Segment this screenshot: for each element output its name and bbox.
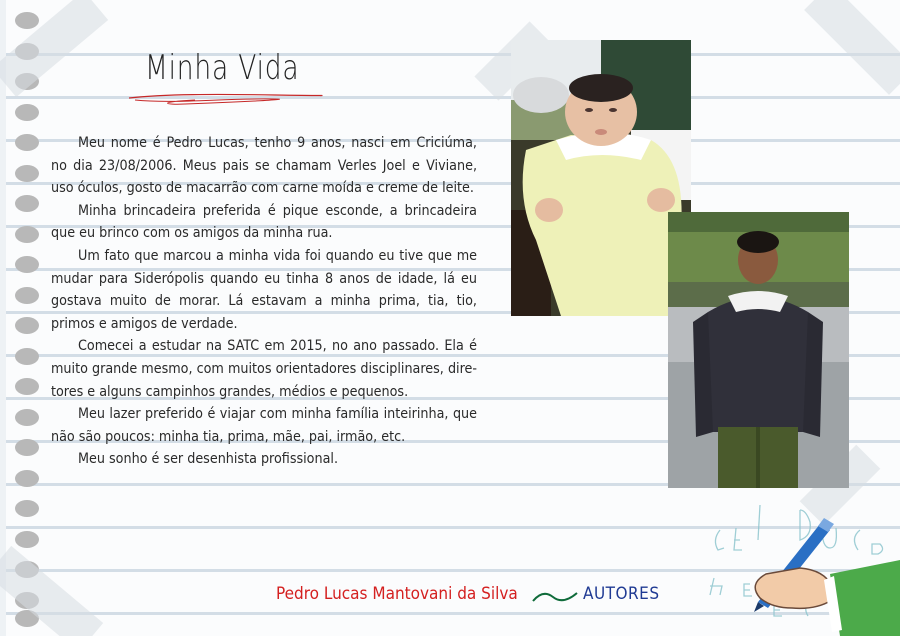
- story-paragraph: Comecei a estudar na SATC em 2015, no ano passado. Ela é muito grande mesmo, com muitos orientadores disciplinares, dire-tores e alguns campinhos grandes, médios e pequenos.: [51, 338, 477, 400]
- wave-icon: [531, 587, 579, 607]
- binder-hole: [15, 439, 39, 456]
- binder-hole: [15, 104, 39, 121]
- story-paragraph: Meu sonho é ser desenhista profissional.: [78, 451, 339, 468]
- binder-hole: [15, 256, 39, 273]
- story-paragraph: Um fato que marcou a minha vida foi quando eu tive que me mudar para Siderópolis quando eu tinha 8 anos de idade, lá eu gostava muito de morar. Lá estavam a minha prima, tia, tio, primos e amigos de verdade.: [51, 247, 477, 332]
- binder-hole: [15, 195, 39, 212]
- binder-hole: [15, 409, 39, 426]
- binder-hole: [15, 378, 39, 395]
- baby-photo: [511, 40, 691, 316]
- binder-hole: [15, 287, 39, 304]
- binder-hole: [15, 348, 39, 365]
- binder-holes: [15, 12, 45, 632]
- corner-tape: [804, 0, 900, 95]
- author-name: Pedro Lucas Mantovani da Silva: [276, 584, 518, 604]
- boy-photo: [668, 212, 849, 488]
- page-title: Minha Vida: [145, 48, 300, 88]
- title-underline-scribble: [125, 88, 325, 110]
- binder-hole: [15, 470, 39, 487]
- binder-hole: [15, 500, 39, 517]
- hand-with-pen-icon: [700, 500, 900, 636]
- binder-hole: [15, 12, 39, 29]
- story-paragraph: Meu lazer preferido é viajar com minha família inteirinha, que não são poucos: minha tia, prima, mãe, pai, irmão, etc.: [51, 406, 477, 445]
- binder-hole: [15, 317, 39, 334]
- binder-hole: [15, 531, 39, 548]
- authors-label: AUTORES: [583, 584, 660, 604]
- story-text: [51, 132, 477, 471]
- story-paragraph: Meu nome é Pedro Lucas, tenho 9 anos, nasci em Criciúma, no dia 23/08/2006. Meus pais se chamam Verles Joel e Viviane, uso óculos, gosto de macarrão com carne moída e creme de leite.: [51, 135, 477, 197]
- binder-hole: [15, 134, 39, 151]
- page-edge: [0, 0, 6, 636]
- story-paragraph: Minha brincadeira preferida é pique esconde, a brincadeira que eu brinco com os amigos da minha rua.: [51, 202, 477, 242]
- binder-hole: [15, 165, 39, 182]
- binder-hole: [15, 226, 39, 243]
